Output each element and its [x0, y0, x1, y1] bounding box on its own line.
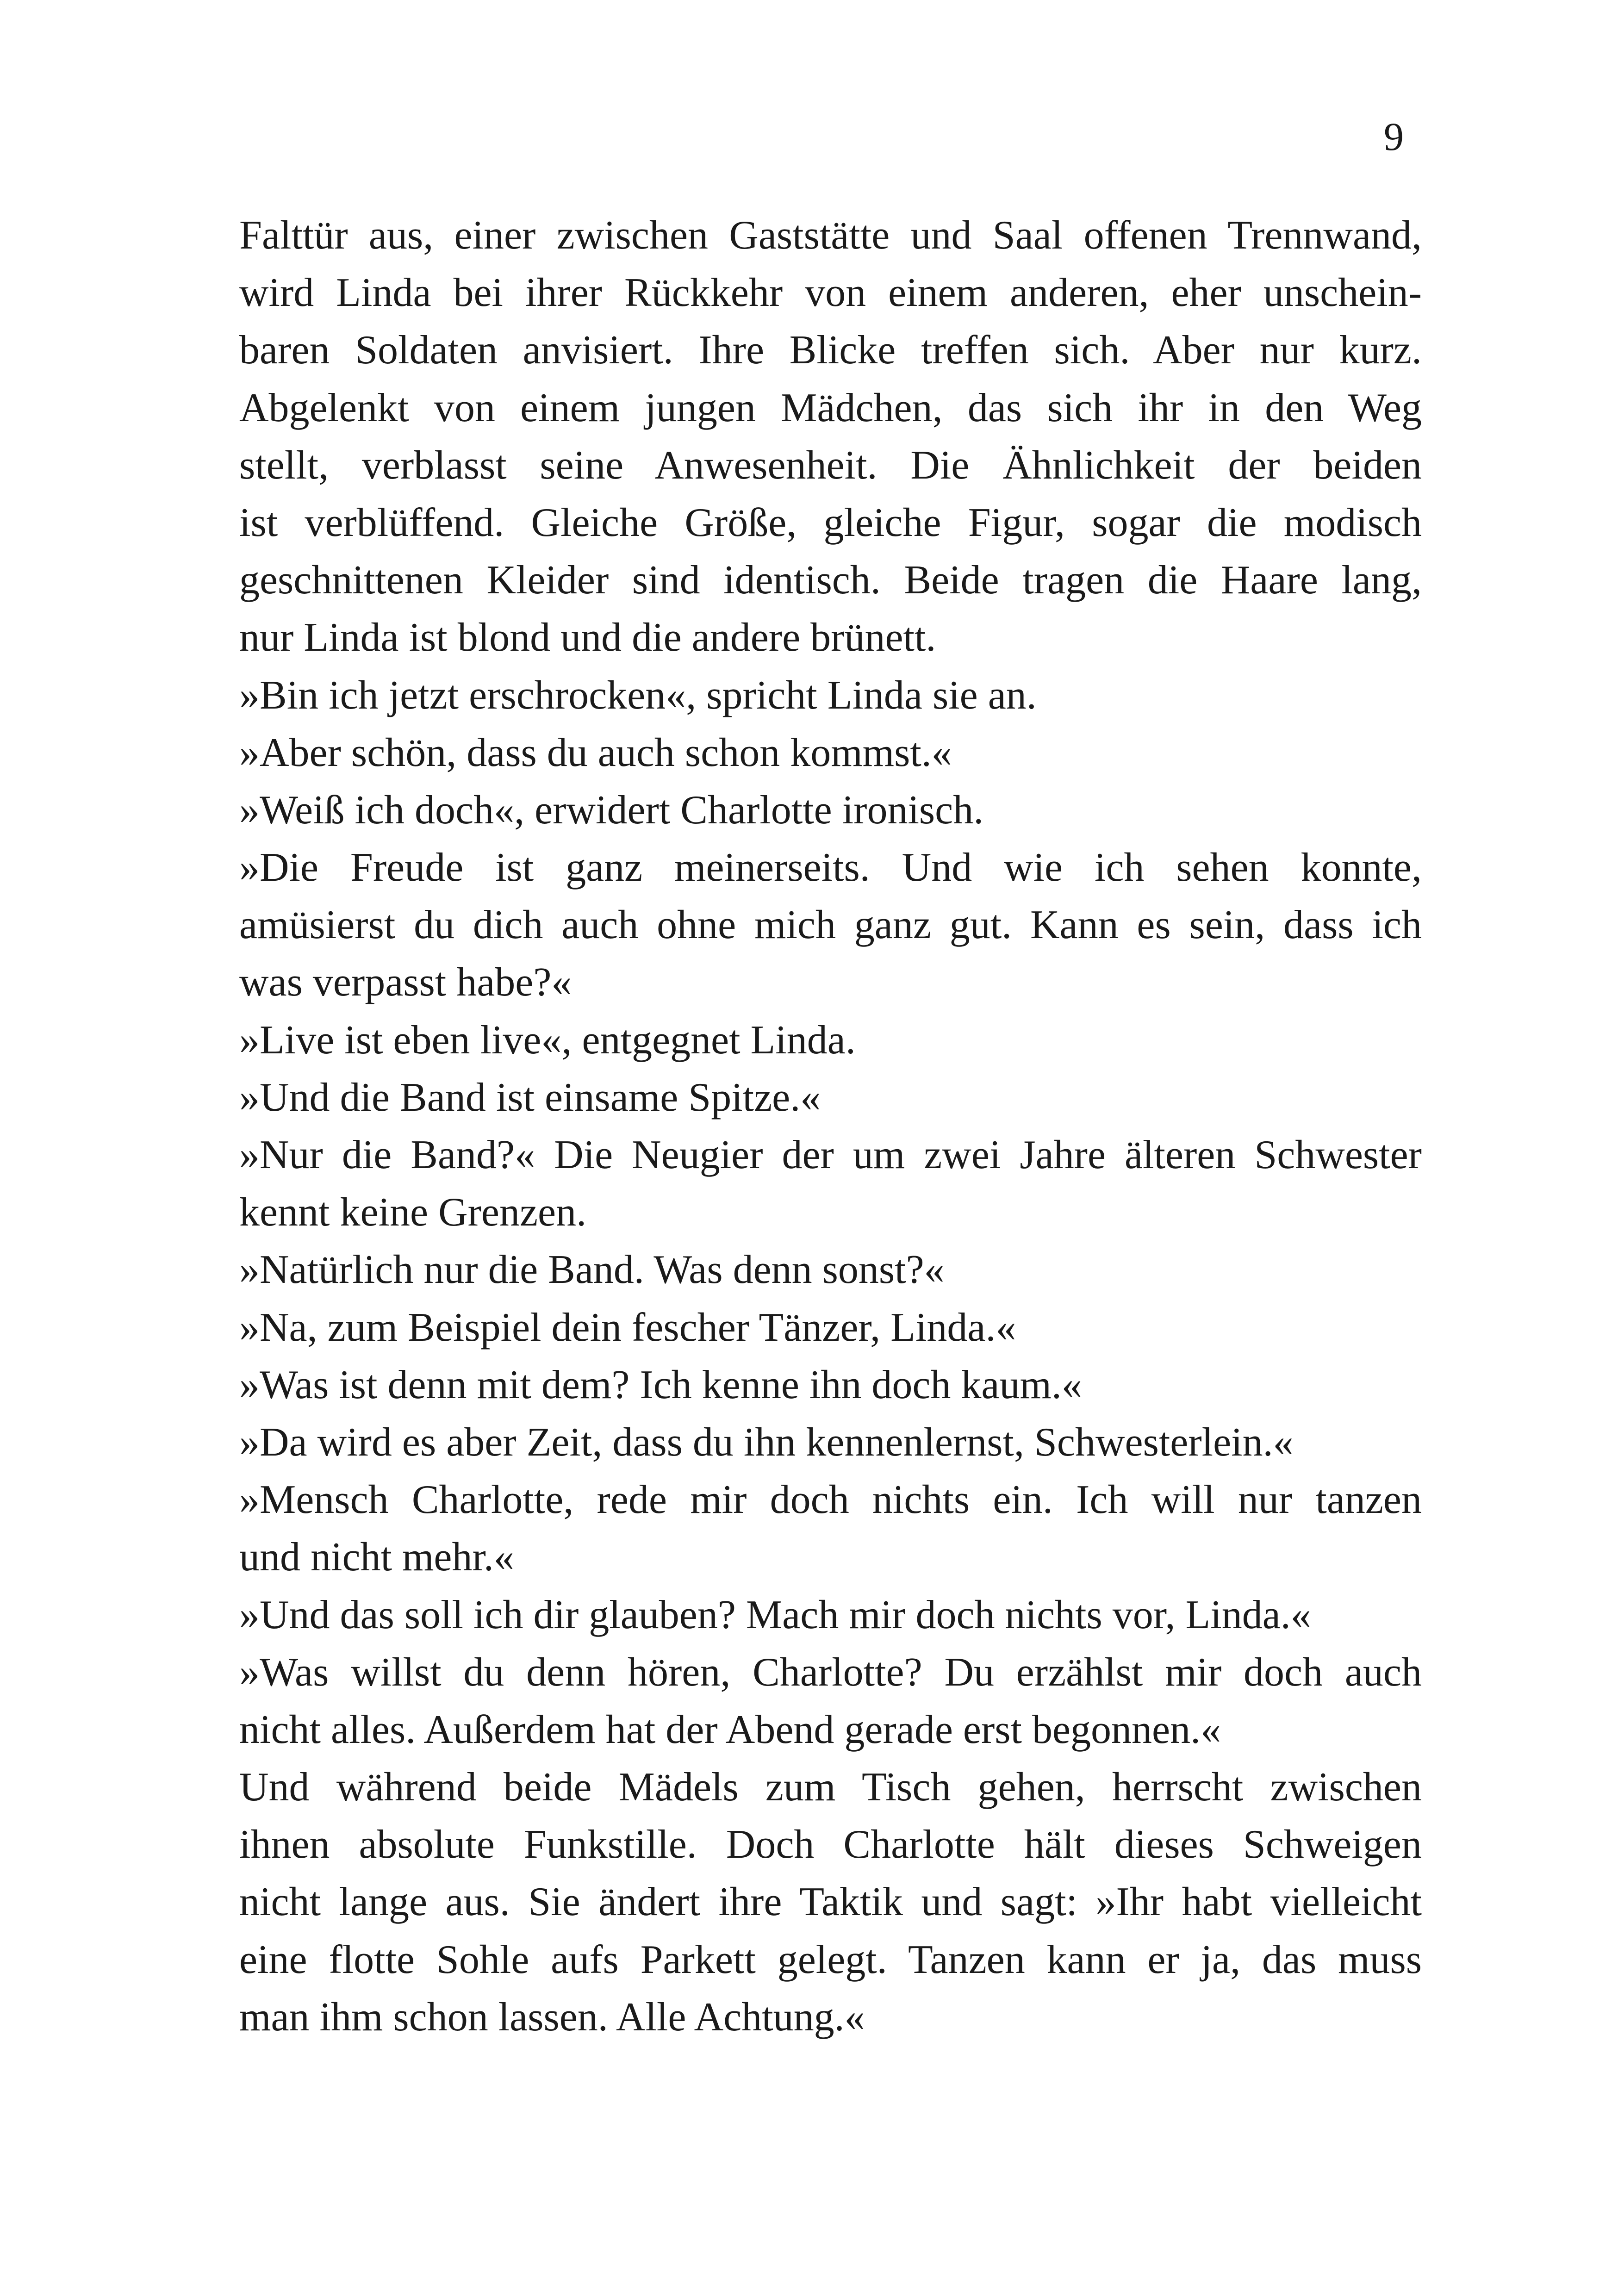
text-line: ihnen absolute Funkstille. Doch Charlotte hält dieses Schweigen [239, 1822, 1422, 1867]
text-line: nur Linda ist blond und die andere brünett. [239, 615, 936, 660]
text-line: »Weiß ich doch«, erwidert Charlotte ironisch. [239, 787, 984, 833]
text-line: »Na, zum Beispiel dein fescher Tänzer, Linda.« [239, 1305, 1016, 1350]
text-line: »Aber schön, dass du auch schon kommst.« [239, 730, 952, 775]
text-line: »Die Freude ist ganz meinerseits. Und wie ich sehen konnte, [239, 845, 1422, 890]
text-line: und nicht mehr.« [239, 1535, 514, 1580]
text-line: »Mensch Charlotte, rede mir doch nichts ein. Ich will nur tanzen [239, 1477, 1422, 1523]
text-line: was verpasst habe?« [239, 960, 572, 1005]
page-number: 9 [1384, 114, 1404, 159]
text-line: »Bin ich jetzt erschrocken«, spricht Linda sie an. [239, 672, 1037, 718]
text-line: amüsierst du dich auch ohne mich ganz gut. Kann es sein, dass ich [239, 902, 1422, 948]
text-line: nicht lange aus. Sie ändert ihre Taktik und sagt: »Ihr habt vielleicht [239, 1879, 1422, 1925]
text-line: »Was willst du denn hören, Charlotte? Du erzählst mir doch auch [239, 1649, 1422, 1695]
text-line: eine flotte Sohle aufs Parkett gelegt. Tanzen kann er ja, das muss [239, 1937, 1422, 1982]
text-line: geschnittenen Kleider sind identisch. Beide tragen die Haare lang, [239, 558, 1422, 603]
body-text [239, 207, 1422, 2046]
text-line: »Natürlich nur die Band. Was denn sonst?« [239, 1247, 945, 1293]
text-line: »Live ist eben live«, entgegnet Linda. [239, 1017, 856, 1063]
text-line: »Und das soll ich dir glauben? Mach mir doch nichts vor, Linda.« [239, 1592, 1311, 1637]
text-line: Abgelenkt von einem jungen Mädchen, das sich ihr in den Weg [239, 385, 1422, 430]
text-line: stellt, verblasst seine Anwesenheit. Die Ähnlichkeit der beiden [239, 442, 1422, 488]
text-line: ist verblüffend. Gleiche Größe, gleiche Figur, sogar die modisch [239, 500, 1422, 545]
text-line: »Nur die Band?« Die Neugier der um zwei Jahre älteren Schwester [239, 1132, 1422, 1177]
text-line: »Und die Band ist einsame Spitze.« [239, 1075, 821, 1120]
text-line: kennt keine Grenzen. [239, 1190, 587, 1235]
text-line: man ihm schon lassen. Alle Achtung.« [239, 1994, 865, 2040]
text-line: wird Linda bei ihrer Rückkehr von einem anderen, eher unschein- [239, 270, 1422, 316]
text-line: »Was ist denn mit dem? Ich kenne ihn doch kaum.« [239, 1362, 1082, 1407]
text-line: Falttür aus, einer zwischen Gaststätte und Saal offenen Trennwand, [239, 213, 1422, 258]
text-line: Und während beide Mädels zum Tisch gehen, herrscht zwischen [239, 1765, 1422, 1810]
text-line: baren Soldaten anvisiert. Ihre Blicke treffen sich. Aber nur kurz. [239, 328, 1422, 373]
text-line: nicht alles. Außerdem hat der Abend gerade erst begonnen.« [239, 1707, 1221, 1752]
text-line: »Da wird es aber Zeit, dass du ihn kennenlernst, Schwesterlein.« [239, 1419, 1294, 1465]
